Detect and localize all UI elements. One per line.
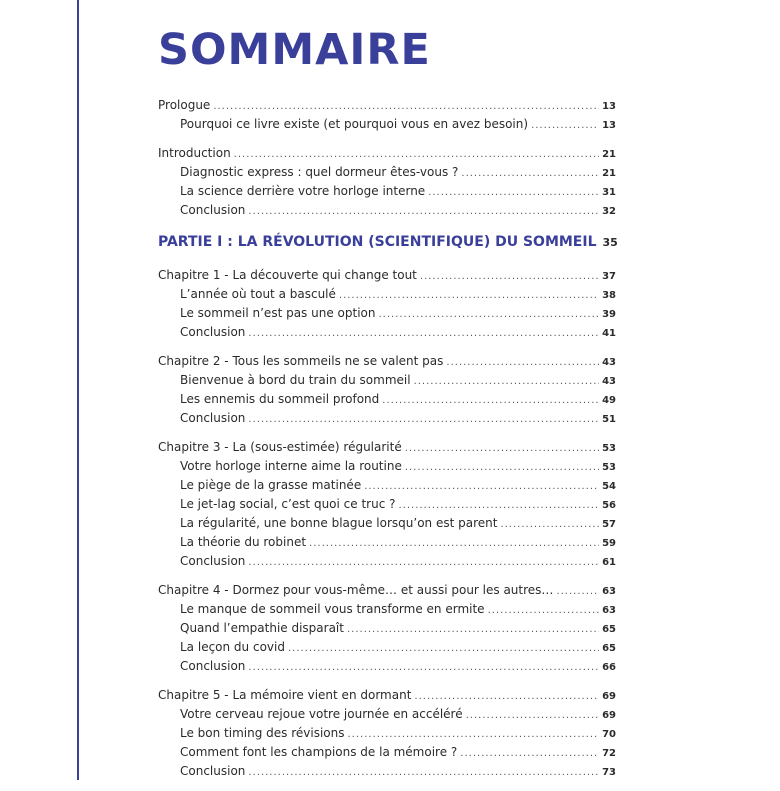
- toc-part-heading: [158, 230, 616, 254]
- toc-entry-label: Bienvenue à bord du train du sommeil: [180, 373, 411, 387]
- toc-entry-label: Le bon timing des révisions: [180, 726, 345, 740]
- toc-section-entry: [158, 705, 616, 724]
- dot-leader: [248, 553, 599, 572]
- dot-leader: [288, 639, 599, 658]
- toc-section-entry: [158, 743, 616, 762]
- toc-group: [158, 96, 616, 134]
- toc-page-number: 38: [602, 290, 616, 301]
- toc-page-number: 69: [602, 691, 616, 702]
- toc-page-number: 63: [602, 605, 616, 616]
- toc-section-entry: [158, 514, 616, 533]
- dot-leader: [460, 744, 599, 763]
- toc-page-number: 53: [602, 462, 616, 473]
- dot-leader: [556, 582, 599, 601]
- toc-page-number: 37: [602, 271, 616, 282]
- toc-group: [158, 144, 616, 220]
- toc-group: [158, 686, 616, 781]
- toc-page-number: 41: [602, 328, 616, 339]
- toc-entry-label: Votre horloge interne aime la routine: [180, 459, 402, 473]
- toc-entry-label: Le manque de sommeil vous transforme en ermite: [180, 602, 485, 616]
- toc-page-number: 65: [602, 624, 616, 635]
- toc-entry-label: Chapitre 1 - La découverte qui change tout: [158, 268, 417, 282]
- toc-page-number: 65: [602, 643, 616, 654]
- dot-leader: [382, 391, 599, 410]
- toc-entry-label: Introduction: [158, 146, 231, 160]
- dot-leader: [461, 164, 599, 183]
- toc-page-number: 56: [602, 500, 616, 511]
- dot-leader: [500, 515, 599, 534]
- toc-section-entry: [158, 163, 616, 182]
- toc-entry-label: Conclusion: [180, 764, 246, 778]
- toc-page-number: 51: [602, 414, 616, 425]
- toc-entry-label: Votre cerveau rejoue votre journée en accéléré: [180, 707, 463, 721]
- toc-entry-label: Le sommeil n’est pas une option: [180, 306, 376, 320]
- dot-leader: [446, 353, 599, 372]
- dot-leader: [347, 620, 599, 639]
- toc-page-number: 57: [602, 519, 616, 530]
- dot-leader: [213, 97, 599, 116]
- page-title: SOMMAIRE: [158, 24, 431, 75]
- toc-chapter-entry: [158, 144, 616, 163]
- toc-page-number: 32: [602, 206, 616, 217]
- toc-page-number: 69: [602, 710, 616, 721]
- toc-page-number: 54: [602, 481, 616, 492]
- toc-page-number: 73: [602, 767, 616, 778]
- toc-entry-label: Conclusion: [180, 554, 246, 568]
- toc-entry-label: Le jet-lag social, c’est quoi ce truc ?: [180, 497, 396, 511]
- toc-section-entry: [158, 600, 616, 619]
- toc-group: [158, 438, 616, 571]
- toc-page-number: 31: [602, 187, 616, 198]
- toc-chapter-entry: [158, 581, 616, 600]
- toc-section-entry: [158, 409, 616, 428]
- toc-entry-label: Le piège de la grasse matinée: [180, 478, 362, 492]
- toc-section-entry: [158, 533, 616, 552]
- toc-page-number: 59: [602, 538, 616, 549]
- toc-entry-label: Diagnostic express : quel dormeur êtes-vous ?: [180, 165, 459, 179]
- dot-leader: [414, 372, 600, 391]
- toc-page-number: 53: [602, 443, 616, 454]
- dot-leader: [398, 496, 599, 515]
- margin-rule: [77, 0, 79, 780]
- toc-entry-label: La science derrière votre horloge interne: [180, 184, 426, 198]
- toc-section-entry: [158, 371, 616, 390]
- toc-section-entry: [158, 201, 616, 220]
- dot-leader: [364, 477, 599, 496]
- dot-leader: [234, 145, 599, 164]
- toc-section-entry: [158, 657, 616, 676]
- toc-section-entry: [158, 724, 616, 743]
- toc-section-entry: [158, 115, 616, 134]
- toc-page-number: 72: [602, 748, 616, 759]
- toc-section-entry: [158, 457, 616, 476]
- toc-page-number: 66: [602, 662, 616, 673]
- toc-entry-label: Chapitre 2 - Tous les sommeils ne se valent pas: [158, 354, 444, 368]
- dot-leader: [248, 410, 599, 429]
- dot-leader: [420, 267, 599, 286]
- dot-leader: [414, 687, 599, 706]
- toc-chapter-entry: [158, 96, 616, 115]
- toc-section-entry: [158, 495, 616, 514]
- toc-section-entry: [158, 323, 616, 342]
- toc-group: [158, 352, 616, 428]
- toc-section-entry: [158, 619, 616, 638]
- toc-entry-label: PARTIE I : LA RÉVOLUTION (SCIENTIFIQUE) DU SOMMEIL: [158, 234, 597, 250]
- toc-entry-label: Chapitre 3 - La (sous-estimée) régularité: [158, 440, 402, 454]
- dot-leader: [378, 305, 599, 324]
- toc-section-entry: [158, 182, 616, 201]
- dot-leader: [428, 183, 599, 202]
- dot-leader: [531, 116, 599, 135]
- dot-leader: [248, 324, 599, 343]
- toc-entry-label: Comment font les champions de la mémoire ?: [180, 745, 458, 759]
- toc-entry-label: Quand l’empathie disparaît: [180, 621, 344, 635]
- table-of-contents: [158, 96, 616, 791]
- toc-entry-label: L’année où tout a basculé: [180, 287, 336, 301]
- toc-page-number: 13: [602, 120, 616, 131]
- toc-entry-label: La régularité, une bonne blague lorsqu’on est parent: [180, 516, 498, 530]
- dot-leader: [248, 202, 599, 221]
- toc-page-number: 63: [602, 586, 616, 597]
- toc-section-entry: [158, 476, 616, 495]
- toc-section-entry: [158, 762, 616, 781]
- toc-entry-label: La leçon du covid: [180, 640, 285, 654]
- dot-leader: [466, 706, 599, 725]
- dot-leader: [405, 458, 599, 477]
- toc-page-number: 43: [602, 357, 616, 368]
- toc-chapter-entry: [158, 266, 616, 285]
- toc-entry-label: Les ennemis du sommeil profond: [180, 392, 380, 406]
- dot-leader: [309, 534, 599, 553]
- toc-section-entry: [158, 285, 616, 304]
- dot-leader: [339, 286, 599, 305]
- toc-section-entry: [158, 390, 616, 409]
- toc-entry-label: Chapitre 5 - La mémoire vient en dormant: [158, 688, 412, 702]
- toc-entry-label: Conclusion: [180, 411, 246, 425]
- toc-page-number: 43: [602, 376, 616, 387]
- toc-group: [158, 581, 616, 676]
- dot-leader: [248, 658, 599, 677]
- toc-chapter-entry: [158, 352, 616, 371]
- toc-entry-label: Chapitre 4 - Dormez pour vous-même… et aussi pour les autres…: [158, 583, 554, 597]
- toc-entry-label: Conclusion: [180, 659, 246, 673]
- dot-leader: [488, 601, 600, 620]
- toc-page-number: 21: [602, 168, 616, 179]
- toc-page-number: 70: [602, 729, 616, 740]
- toc-part-group: [158, 230, 616, 254]
- toc-chapter-entry: [158, 438, 616, 457]
- toc-chapter-entry: [158, 686, 616, 705]
- toc-entry-label: Conclusion: [180, 203, 246, 217]
- toc-entry-label: Conclusion: [180, 325, 246, 339]
- toc-entry-label: Prologue: [158, 98, 211, 112]
- dot-leader: [348, 725, 600, 744]
- toc-entry-label: La théorie du robinet: [180, 535, 307, 549]
- dot-leader: [248, 763, 599, 782]
- toc-section-entry: [158, 304, 616, 323]
- dot-leader: [405, 439, 599, 458]
- toc-section-entry: [158, 638, 616, 657]
- toc-page-number: 13: [602, 101, 616, 112]
- toc-group: [158, 266, 616, 342]
- toc-page-number: 49: [602, 395, 616, 406]
- toc-page-number: 35: [602, 236, 618, 249]
- toc-page-number: 61: [602, 557, 616, 568]
- toc-entry-label: Pourquoi ce livre existe (et pourquoi vous en avez besoin): [180, 117, 529, 131]
- toc-page-number: 21: [602, 149, 616, 160]
- toc-page-number: 39: [602, 309, 616, 320]
- toc-section-entry: [158, 552, 616, 571]
